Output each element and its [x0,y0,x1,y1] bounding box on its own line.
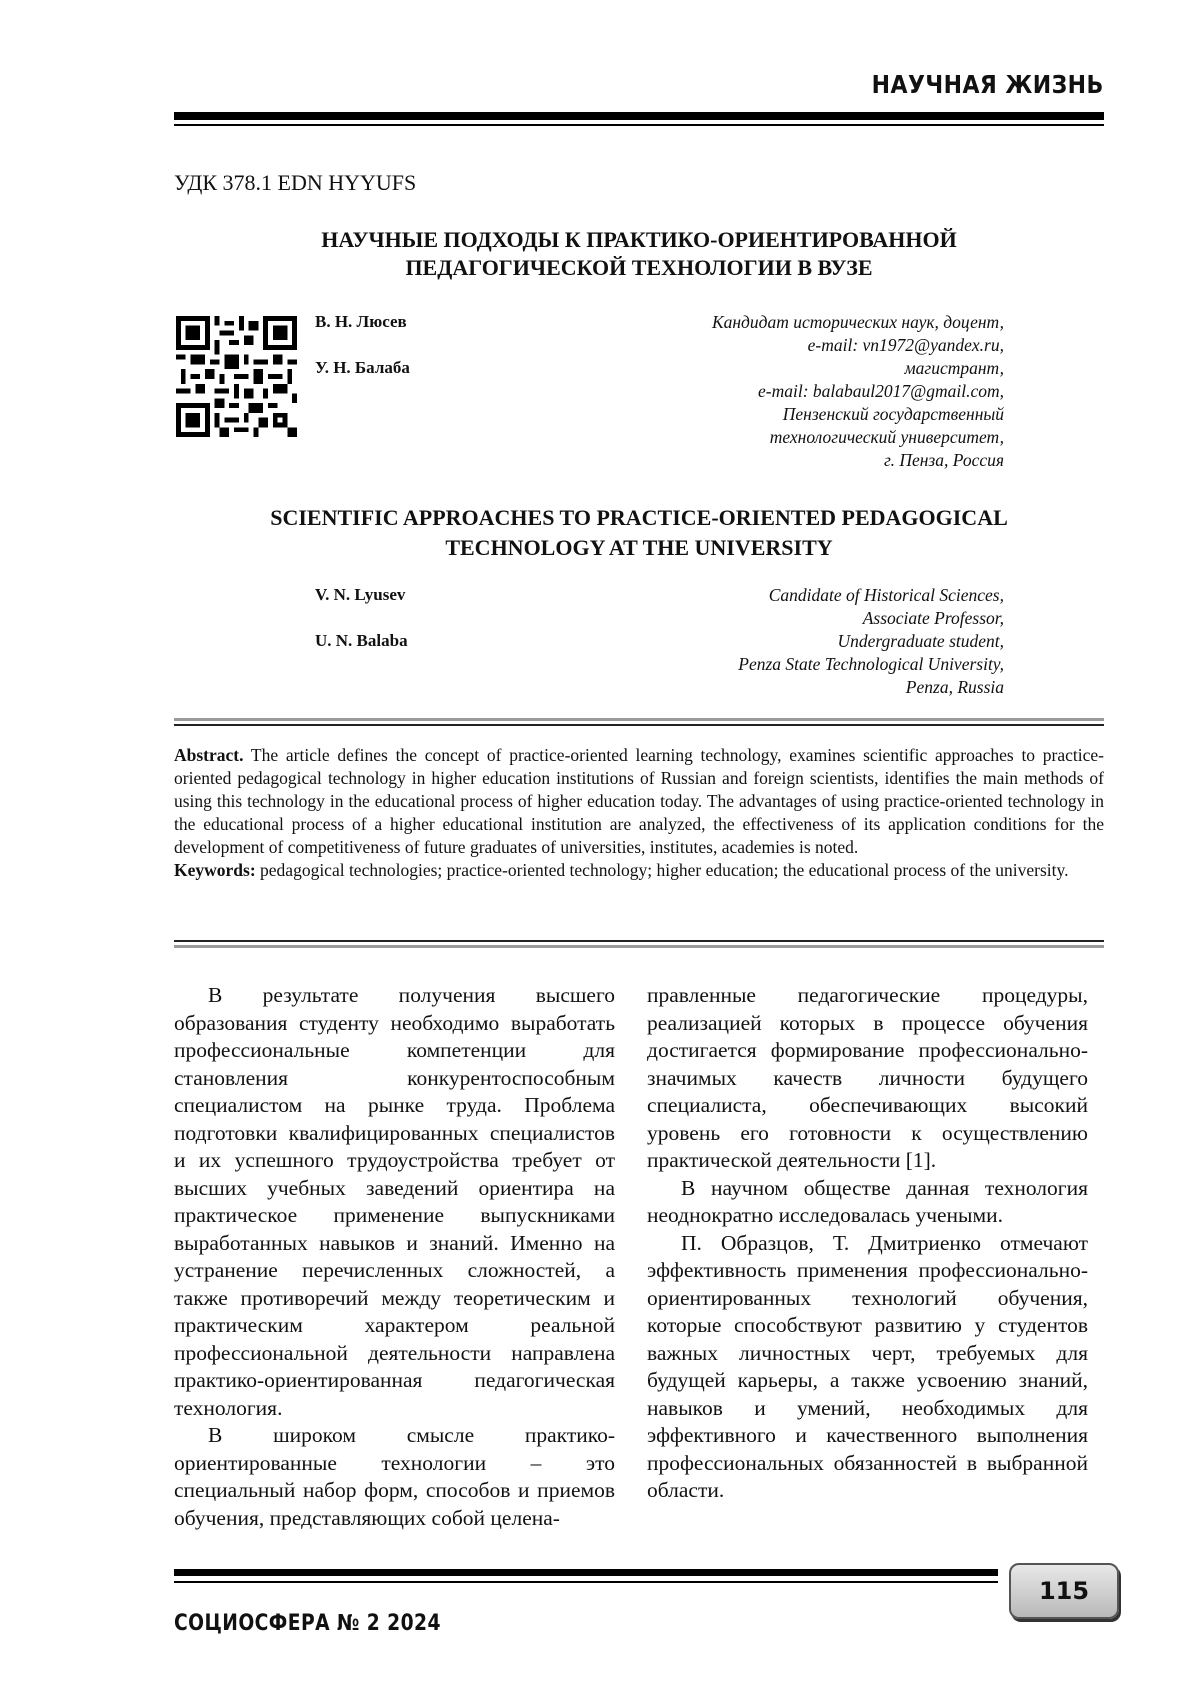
header-rule-thick [174,112,1104,120]
affil-ru-line: Кандидат исторических наук, доцент, [712,312,1004,332]
body-paragraph: В результате получения высшего образования студенту необходимо выработать профессиональные компетенции для становления конкурентоспособным специалистом на рынке труда. Проблема подготовки квалифицированных специалистов и их успешного трудоустройства требует от высших учебных заведений ориентира на практическое применение выпускниками выработанных навыков и знаний. Именно на устранение перечисленных сложностей, а также противоречий между теоретическим и практическим характером реальной профессиональной деятельности направлена практико-ориентированная педагогическая технология. [174,983,615,1420]
page-number-badge [1009,1563,1119,1619]
title-ru-line-1: НАУЧНЫЕ ПОДХОДЫ К ПРАКТИКО-ОРИЕНТИРОВАННОЙ [321,227,957,252]
abstract-text: The article defines the concept of practice-oriented learning technology, examines scientific approaches to practice-oriented pedagogical technology in higher education institutions of Russian and foreign scientists, identifies the main methods of using this technology in the educational process of higher education today. The advantages of using practice-oriented technology in the educational process of a higher educational institution are analyzed, the effectiveness of its application conditions for the development of competitiveness of future graduates of universities, institutes, academies is noted. [174,745,1104,857]
affil-ru-line: г. Пенза, Россия [884,450,1004,470]
keywords-text: pedagogical technologies; practice-oriented technology; higher education; the educational process of the university. [255,860,1069,880]
affiliation-russian [584,311,1004,472]
affiliation-english [584,584,1004,699]
affil-en-line: Candidate of Historical Sciences, [768,585,1004,605]
keywords-label: Keywords: [174,860,256,880]
body-paragraph: В широком смысле практико-ориентированные технологии – это специальный набор форм, способов и приемов обучения, представляющих собой целена- [174,1423,615,1530]
abstract-block [174,744,1104,882]
abstract-rule-top-gray [174,718,1104,721]
body-paragraph: П. Образцов, Т. Дмитриенко отмечают эффективность применения профессионально-ориентированных технологий обучения, которые способствуют развитию у студентов важных личностных черт, требуемых для будущей карьеры, а также усвоению знаний, навыков и умений, необходимых для эффективного и качественного выполнения профессиональных обязанностей в выбранной области. [647,1230,1088,1502]
author-ru-2: У. Н. Балаба [315,358,410,377]
abstract-paragraph [174,744,1104,859]
abstract-label: Abstract. [174,745,244,765]
author-en-2: U. N. Balaba [315,631,408,650]
body-paragraph: В научном обществе данная технология неоднократно исследовалась учеными. [647,1175,1088,1227]
udk-line: УДК 378.1 EDN HYYUFS [174,170,417,195]
affil-en-line: Associate Professor, [862,608,1004,628]
body-column-left [174,982,615,1532]
title-russian [174,226,1104,282]
affil-en-line: Undergraduate student, [837,631,1004,651]
affil-ru-line: магистрант, [904,358,1004,378]
author-ru-1: В. Н. Люсев [315,312,407,331]
header-rule-thin [174,124,1104,126]
affil-en-line: Penza, Russia [905,677,1004,697]
affil-ru-line: технологический университет, [769,427,1004,447]
title-en-line-2: TECHNOLOGY AT THE UNIVERSITY [445,535,833,560]
affil-ru-line: Пензенский государственный [782,404,1004,424]
footer-rule-thin [174,1581,998,1583]
qr-code-image [176,316,297,437]
title-english [174,503,1104,563]
affil-ru-line: e-mail: balabaul2017@gmail.com, [758,381,1004,401]
page-number: 115 [1038,1577,1090,1605]
abstract-rule-bottom [174,940,1104,942]
section-title: НАУЧНАЯ ЖИЗНЬ [871,70,1104,99]
affil-en-line: Penza State Technological University, [738,654,1004,674]
keywords-paragraph [174,859,1104,882]
title-ru-line-2: ПЕДАГОГИЧЕСКОЙ ТЕХНОЛОГИИ В ВУЗЕ [405,255,873,280]
affil-ru-line: e-mail: vn1972@yandex.ru, [807,335,1004,355]
abstract-rule-top [174,724,1104,726]
footer-rule-thick [174,1569,998,1576]
body-column-right [647,982,1088,1505]
body-paragraph: правленные педагогические процедуры, реализацией которых в процессе обучения достигается формирование профессионально-значимых качеств личности будущего специалиста, обеспечивающих высокий уровень его готовности к осуществлению практической деятельности [1]. [647,983,1088,1172]
title-en-line-1: SCIENTIFIC APPROACHES TO PRACTICE-ORIENTED PEDAGOGICAL [270,505,1008,530]
author-en-1: V. N. Lyusev [315,585,406,604]
abstract-rule-bottom-gray [174,945,1104,948]
journal-issue: СОЦИОСФЕРА № 2 2024 [174,1611,441,1636]
